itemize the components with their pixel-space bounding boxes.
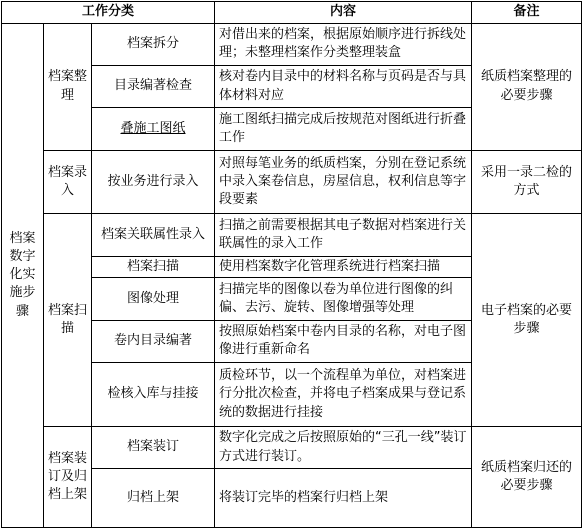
row-content: 施工图纸扫描完成后按规范对图纸进行折叠工作: [215, 108, 472, 150]
row-item: 图像处理: [92, 278, 215, 320]
row-content: 扫描完毕的图像以卷为单位进行图像的纠偏、去污、旋转、图像增强等处理: [215, 278, 472, 320]
row-item: 档案拆分: [92, 23, 215, 65]
table-row: [2, 23, 582, 65]
row-content: 对借出来的档案，根据原始顺序进行拆线处理；未整理档案作分类整理装盒: [215, 23, 472, 65]
row-content: 核对卷内目录中的材料名称与页码是否与具体材料对应: [215, 65, 472, 107]
header-content: 内容: [215, 2, 472, 24]
section-bind-note: 纸质档案归还的必要步骤: [472, 426, 582, 527]
row-item-link[interactable]: 叠施工图纸: [92, 108, 215, 150]
table-row: [2, 214, 582, 256]
work-classification-table: [1, 1, 582, 528]
row-content: 使用档案数字化管理系统进行档案扫描: [215, 256, 472, 278]
row-item: 检核入库与挂接: [92, 362, 215, 426]
row-item: 档案扫描: [92, 256, 215, 278]
group-label: 档案数字化实施步骤: [2, 23, 44, 527]
section-entry-note: 采用一录二检的方式: [472, 150, 582, 214]
header-note: 备注: [472, 2, 582, 24]
row-content: 按照原始档案中卷内目录的名称，对电子图像进行重新命名: [215, 320, 472, 362]
section-arrange-label: 档案整理: [44, 23, 92, 150]
row-content: 将装订完毕的档案行归档上架: [215, 469, 472, 528]
row-content: 质检环节，以一个流程单为单位，对档案进行分批次检查，并将电子档案成果与登记系统的数据进行挂接: [215, 362, 472, 426]
row-item: 归档上架: [92, 469, 215, 528]
row-item: 卷内目录编著: [92, 320, 215, 362]
row-item: 按业务进行录入: [92, 150, 215, 214]
table-row: [2, 150, 582, 214]
section-arrange-note: 纸质档案整理的必要步骤: [472, 23, 582, 150]
row-item: 档案关联属性录入: [92, 214, 215, 256]
section-scan-label: 档案扫描: [44, 214, 92, 426]
table-row: [2, 426, 582, 468]
header-row: [2, 2, 582, 24]
row-content: 对照每笔业务的纸质档案，分别在登记系统中录入案卷信息，房屋信息，权利信息等字段要素: [215, 150, 472, 214]
row-content: 扫描之前需要根据其电子数据对档案进行关联属性的录入工作: [215, 214, 472, 256]
row-content: 数字化完成之后按照原始的“三孔一线”装订方式进行装订。: [215, 426, 472, 468]
section-entry-label: 档案录入: [44, 150, 92, 214]
header-category: 工作分类: [2, 2, 215, 24]
row-item: 目录编著检查: [92, 65, 215, 107]
section-scan-note: 电子档案的必要步骤: [472, 214, 582, 426]
row-item: 档案装订: [92, 426, 215, 468]
section-bind-label: 档案装订及归档上架: [44, 426, 92, 527]
